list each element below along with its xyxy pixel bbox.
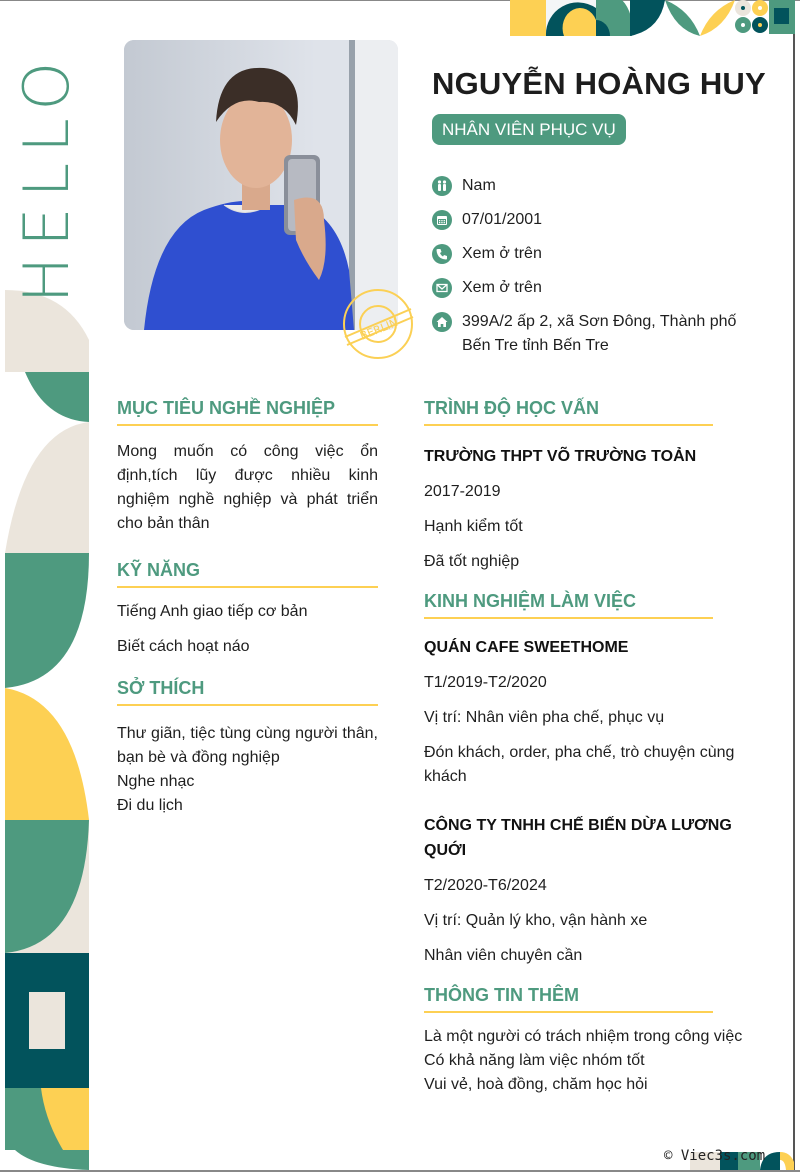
education-detail: Hạnh kiểm tốt (424, 518, 523, 535)
home-icon (432, 312, 452, 332)
job-period: T1/2019-T2/2020 (424, 674, 547, 691)
contact-email (432, 276, 762, 300)
school-name: TRƯỜNG THPT VÕ TRƯỜNG TOẢN (424, 448, 697, 465)
contact-value: Xem ở trên (462, 279, 542, 296)
job-description: Nhân viên chuyên cần (424, 947, 583, 964)
hobbies-section (117, 678, 378, 818)
education-section (424, 398, 764, 574)
education-period: 2017-2019 (424, 483, 501, 500)
skill-item: Biết cách hoạt náo (117, 638, 250, 655)
contact-value: Xem ở trên (462, 245, 542, 262)
career-goal-text: Mong muốn có công việc ổn định,tích lũy được nhiều kinh nghiệm nghề nghiệp và phát triển cho bản thân (117, 443, 378, 532)
job-period: T2/2020-T6/2024 (424, 877, 547, 894)
job-entry (424, 813, 764, 968)
watermark: © Viec3s.com (664, 1148, 766, 1164)
section-title: MỤC TIÊU NGHỀ NGHIỆP (117, 398, 378, 426)
job-position: Vị trí: Quản lý kho, vận hành xe (424, 912, 648, 929)
job-title-badge: NHÂN VIÊN PHỤC VỤ (432, 114, 626, 145)
section-title: TRÌNH ĐỘ HỌC VẤN (424, 398, 713, 426)
job-description: Đón khách, order, pha chế, trò chuyện cùng khách (424, 744, 735, 785)
company-name: CÔNG TY TNHH CHẾ BIẾN DỪA LƯƠNG QUỚI (424, 817, 732, 859)
contact-value: Nam (462, 177, 496, 194)
company-name: QUÁN CAFE SWEETHOME (424, 639, 629, 656)
skill-item: Tiếng Anh giao tiếp cơ bản (117, 603, 308, 620)
career-goal-section (117, 398, 378, 536)
hobby-item: Đi du lịch (117, 797, 183, 814)
contact-value: 399A/2 ấp 2, xã Sơn Đông, Thành phố Bến Tre tỉnh Bến Tre (462, 313, 737, 354)
contact-address (432, 310, 762, 358)
hobby-item: Nghe nhạc (117, 773, 195, 790)
page-border-right (793, 30, 795, 1172)
top-decorative-shapes (510, 0, 795, 37)
svg-text:BERLIN: BERLIN (358, 315, 400, 343)
contact-birthday (432, 208, 762, 232)
experience-section (424, 591, 764, 968)
job-position: Vị trí: Nhân viên pha chế, phục vụ (424, 709, 665, 726)
info-item: Vui vẻ, hoà đồng, chăm học hỏi (424, 1076, 648, 1093)
hobby-item: Thư giãn, tiệc tùng cùng người thân, bạn bè và đồng nghiệp (117, 725, 378, 766)
right-column (424, 398, 764, 1097)
email-icon (432, 278, 452, 298)
hello-vertical-text (5, 40, 89, 315)
skills-section (117, 560, 378, 659)
section-title: KINH NGHIỆM LÀM VIỆC (424, 591, 713, 619)
section-title: SỞ THÍCH (117, 678, 378, 706)
additional-info-section (424, 985, 764, 1097)
job-entry (424, 635, 764, 789)
section-title: THÔNG TIN THÊM (424, 985, 713, 1013)
calendar-icon (432, 210, 452, 230)
hello-label: HELLO (10, 51, 84, 304)
gender-icon (432, 176, 452, 196)
education-detail: Đã tốt nghiệp (424, 553, 520, 570)
geometric-shapes-top (510, 0, 795, 37)
contact-gender (432, 174, 762, 198)
left-column (117, 398, 378, 818)
candidate-name: NGUYỄN HOÀNG HUY (432, 66, 766, 101)
contact-value: 07/01/2001 (462, 211, 543, 228)
berlin-stamp-icon (341, 287, 415, 361)
contact-info-list (432, 174, 762, 368)
info-item: Có khả năng làm việc nhóm tốt (424, 1052, 645, 1069)
section-title: KỸ NĂNG (117, 560, 378, 588)
info-item: Là một người có trách nhiệm trong công việc (424, 1028, 743, 1045)
contact-phone (432, 242, 762, 266)
phone-icon (432, 244, 452, 264)
